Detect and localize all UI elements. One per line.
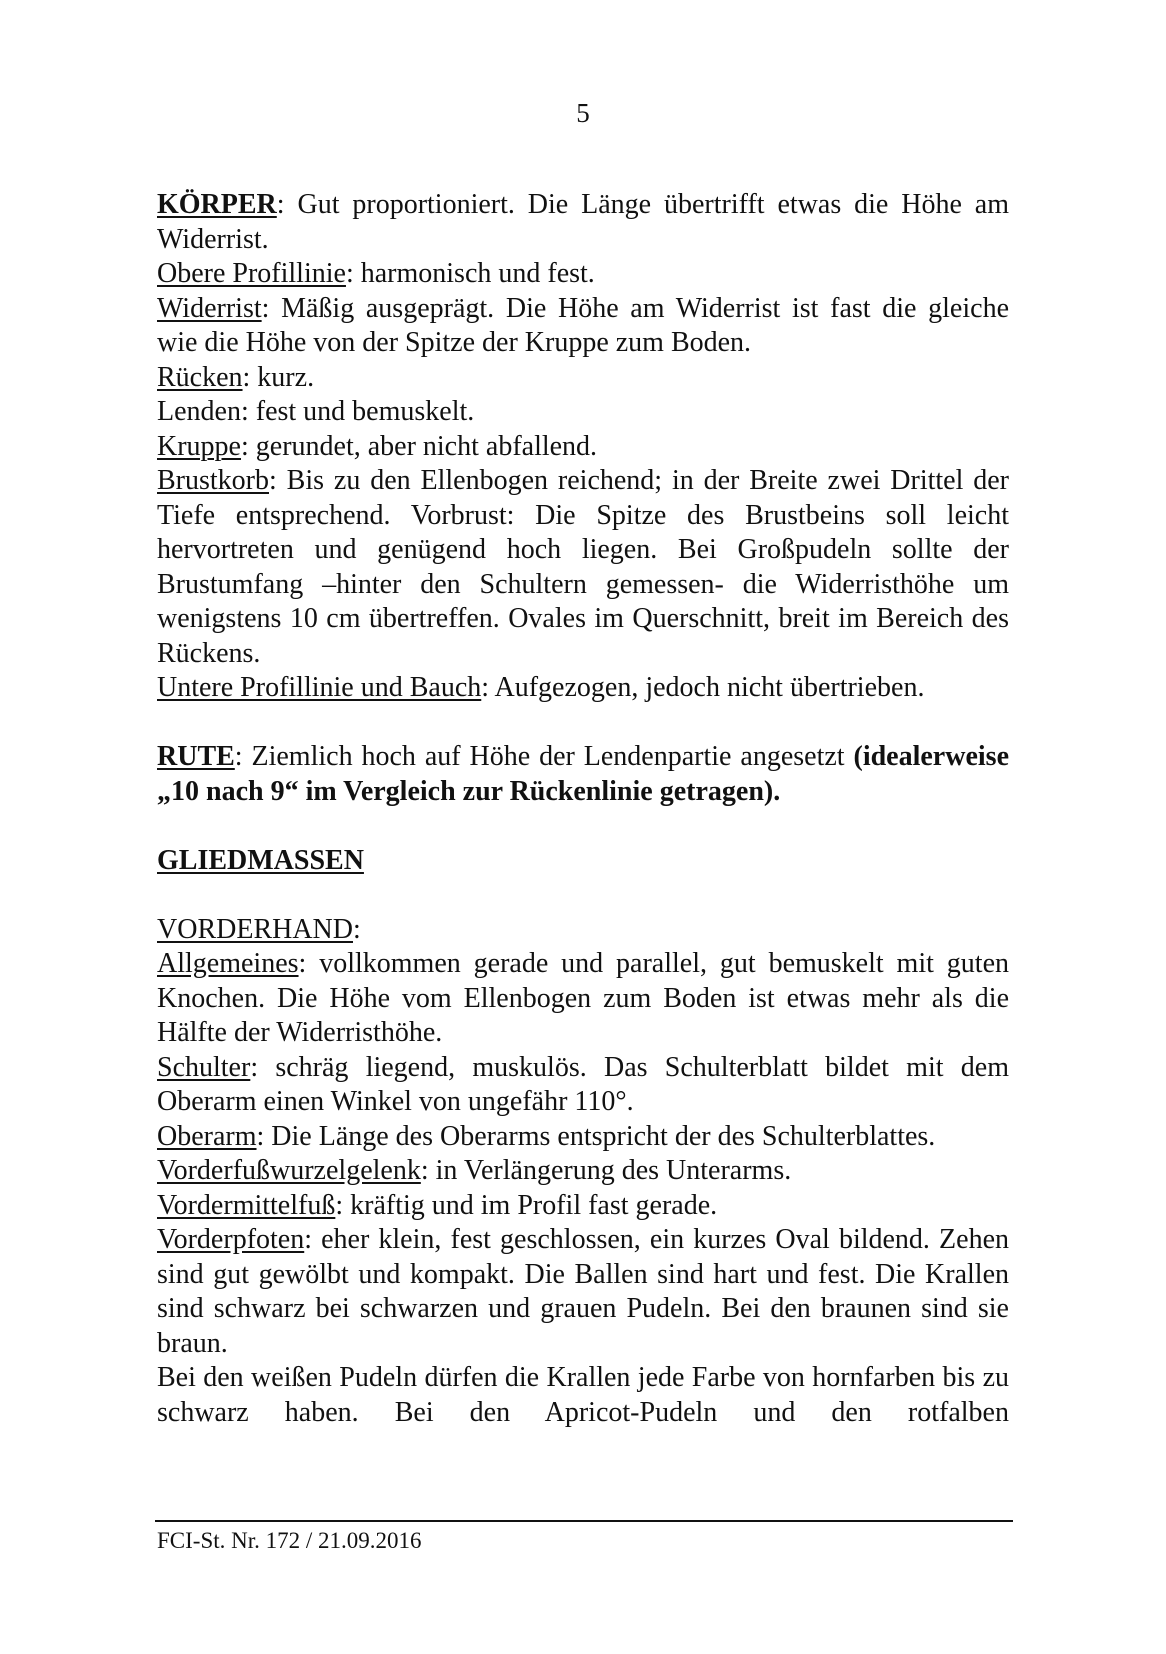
label-brustkorb: Brustkorb xyxy=(157,465,269,496)
koerper-text: : Gut proportioniert. Die Länge übertrifft etwas die Höhe am Widerrist. xyxy=(157,189,1009,255)
paragraph-lenden xyxy=(157,395,1009,430)
vorderfusswurzelgelenk-text: : in Verlängerung des Unterarms. xyxy=(420,1155,792,1186)
paragraph-widerrist xyxy=(157,292,1009,361)
widerrist-text: : Mäßig ausgeprägt. Die Höhe am Widerrist ist fast die gleiche wie die Höhe von der Spitze der Kruppe zum Boden. xyxy=(157,292,1009,358)
subsection-vorderhand xyxy=(157,913,1009,948)
paragraph-krallen-farbe xyxy=(157,1361,1009,1430)
paragraph-obere-profillinie xyxy=(157,257,1009,292)
krallen-farbe-text: Bei den weißen Pudeln dürfen die Krallen jede Farbe von hornfarben bis zu schwarz haben. Bei den Apricot-Pudeln und den rotfalben xyxy=(157,1362,1009,1428)
oberarm-text: : Die Länge des Oberarms entspricht der des Schulterblattes. xyxy=(256,1120,936,1152)
section-koerper xyxy=(157,188,1009,257)
section-rute xyxy=(157,740,1009,809)
paragraph-untere-profillinie xyxy=(157,671,1009,706)
vorderhand-colon: : xyxy=(353,913,361,945)
heading-gliedmassen: GLIEDMASSEN xyxy=(157,844,364,876)
document-body xyxy=(157,188,1009,1430)
label-widerrist: Widerrist xyxy=(157,292,262,324)
section-gliedmassen xyxy=(157,844,1009,879)
schulter-text: : schräg liegend, muskulös. Das Schulterblatt bildet mit dem Oberarm einen Winkel von ungefähr 110°. xyxy=(157,1051,1009,1117)
rute-text: : Ziemlich hoch auf Höhe der Lendenpartie angesetzt xyxy=(234,741,854,772)
heading-vorderhand: VORDERHAND xyxy=(157,913,353,945)
label-untere-profillinie: Untere Profillinie und Bauch xyxy=(157,672,482,703)
label-kruppe: Kruppe xyxy=(157,430,241,462)
allgemeines-text: : vollkommen gerade und parallel, gut bemuskelt mit guten Knochen. Die Höhe vom Ellenbogen zum Boden ist etwas mehr als die Hälfte der Widerristhöhe. xyxy=(157,948,1009,1048)
paragraph-brustkorb xyxy=(157,464,1009,671)
paragraph-vorderpfoten xyxy=(157,1223,1009,1361)
brustkorb-text: : Bis zu den Ellenbogen reichend; in der Breite zwei Drittel der Tiefe entsprechend. Vorbrust: Die Spitze des Brustbeins soll leicht hervortreten und genügend hoch liegen. Bei Großpudeln sollte der Brustumfang –hinter den Schultern gemessen- die Widerristhöhe um wenigstens 10 cm übertreffen. Ovales im Querschnitt, breit im Bereich des Rückens. xyxy=(157,465,1009,669)
heading-rute: RUTE xyxy=(157,741,235,772)
paragraph-vorderfusswurzelgelenk xyxy=(157,1154,1009,1189)
paragraph-vordermittelfuss xyxy=(157,1189,1009,1224)
label-oberarm: Oberarm xyxy=(157,1120,257,1152)
paragraph-schulter xyxy=(157,1051,1009,1120)
vordermittelfuss-text: : kräftig und im Profil fast gerade. xyxy=(335,1189,718,1221)
label-ruecken: Rücken xyxy=(157,361,243,393)
obere-profillinie-text: : harmonisch und fest. xyxy=(345,258,595,289)
paragraph-allgemeines xyxy=(157,947,1009,1051)
rute-bold-text: (idealerweise „10 nach 9“ im Vergleich zur Rückenlinie getragen). xyxy=(157,741,1009,807)
paragraph-ruecken xyxy=(157,361,1009,396)
heading-koerper: KÖRPER xyxy=(157,189,277,220)
label-vordermittelfuss: Vordermittelfuß xyxy=(157,1189,336,1221)
footer-reference: FCI-St. Nr. 172 / 21.09.2016 xyxy=(157,1528,422,1553)
lenden-text: Lenden: fest und bemuskelt. xyxy=(157,396,475,427)
paragraph-kruppe xyxy=(157,430,1009,465)
footer-divider xyxy=(155,1520,1013,1522)
label-schulter: Schulter xyxy=(157,1051,251,1083)
page-number: 5 xyxy=(576,98,590,128)
ruecken-text: : kurz. xyxy=(242,361,315,393)
label-vorderfusswurzelgelenk: Vorderfußwurzelgelenk xyxy=(157,1155,421,1186)
paragraph-oberarm xyxy=(157,1120,1009,1155)
kruppe-text: : gerundet, aber nicht abfallend. xyxy=(240,430,598,462)
label-obere-profillinie: Obere Profillinie xyxy=(157,258,346,289)
label-vorderpfoten: Vorderpfoten xyxy=(157,1224,305,1255)
label-allgemeines: Allgemeines xyxy=(157,948,299,979)
vorderpfoten-text: : eher klein, fest geschlossen, ein kurzes Oval bildend. Zehen sind gut gewölbt und kompakt. Die Ballen sind hart und fest. Die Krallen sind schwarz bei schwarzen und grauen Pudeln. Bei den braunen sind sie braun. xyxy=(157,1224,1009,1359)
untere-profillinie-text: : Aufgezogen, jedoch nicht übertrieben. xyxy=(481,672,925,703)
